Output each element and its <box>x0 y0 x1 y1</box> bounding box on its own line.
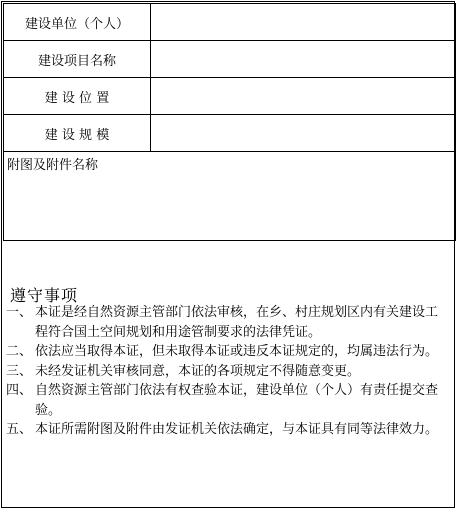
list-item <box>6 342 450 362</box>
note-text: 本证所需附图及附件由发证机关依法确定，与本证具有同等法律效力。 <box>35 422 439 437</box>
row-label-construction-unit: 建设单位（个人） <box>4 4 151 41</box>
note-number: 三、 <box>6 363 33 379</box>
attachments-cell[interactable] <box>4 152 456 241</box>
table-row <box>4 4 456 41</box>
scale-field[interactable] <box>151 115 456 152</box>
row-label-location: 建 设 位 置 <box>4 78 151 115</box>
notes-list <box>6 303 450 440</box>
note-number: 二、 <box>6 344 33 359</box>
attachments-label: 附图及附件名称 <box>7 158 99 173</box>
note-number: 四、 <box>6 383 33 398</box>
note-number: 一、 <box>6 305 33 320</box>
note-text: 本证是经自然资源主管部门依法审核，在乡、村庄规划区内有关建设工程符合国土空间规划和用途管制要求的法律凭证。 <box>35 305 439 340</box>
project-info-table <box>3 3 456 241</box>
note-text: 未经发证机关审核同意，本证的各项规定不得随意变更。 <box>35 363 361 379</box>
table-row <box>4 115 456 152</box>
note-text: 依法应当取得本证，但未取得本证或违反本证规定的，均属违法行为。 <box>35 344 439 359</box>
notes-title: 遵守事项 <box>10 286 79 305</box>
list-item <box>6 381 450 420</box>
list-item <box>6 362 450 382</box>
row-label-scale: 建 设 规 模 <box>4 115 151 152</box>
table-row <box>4 78 456 115</box>
project-name-field[interactable] <box>151 41 456 78</box>
list-item <box>6 303 450 342</box>
note-text: 自然资源主管部门依法有权查验本证，建设单位（个人）有责任提交查验。 <box>35 383 439 418</box>
list-item <box>6 420 450 440</box>
table-row <box>4 41 456 78</box>
construction-unit-field[interactable] <box>151 4 456 41</box>
table-row <box>4 152 456 241</box>
location-field[interactable] <box>151 78 456 115</box>
row-label-project-name: 建设项目名称 <box>4 41 151 78</box>
note-number: 五、 <box>6 422 33 437</box>
